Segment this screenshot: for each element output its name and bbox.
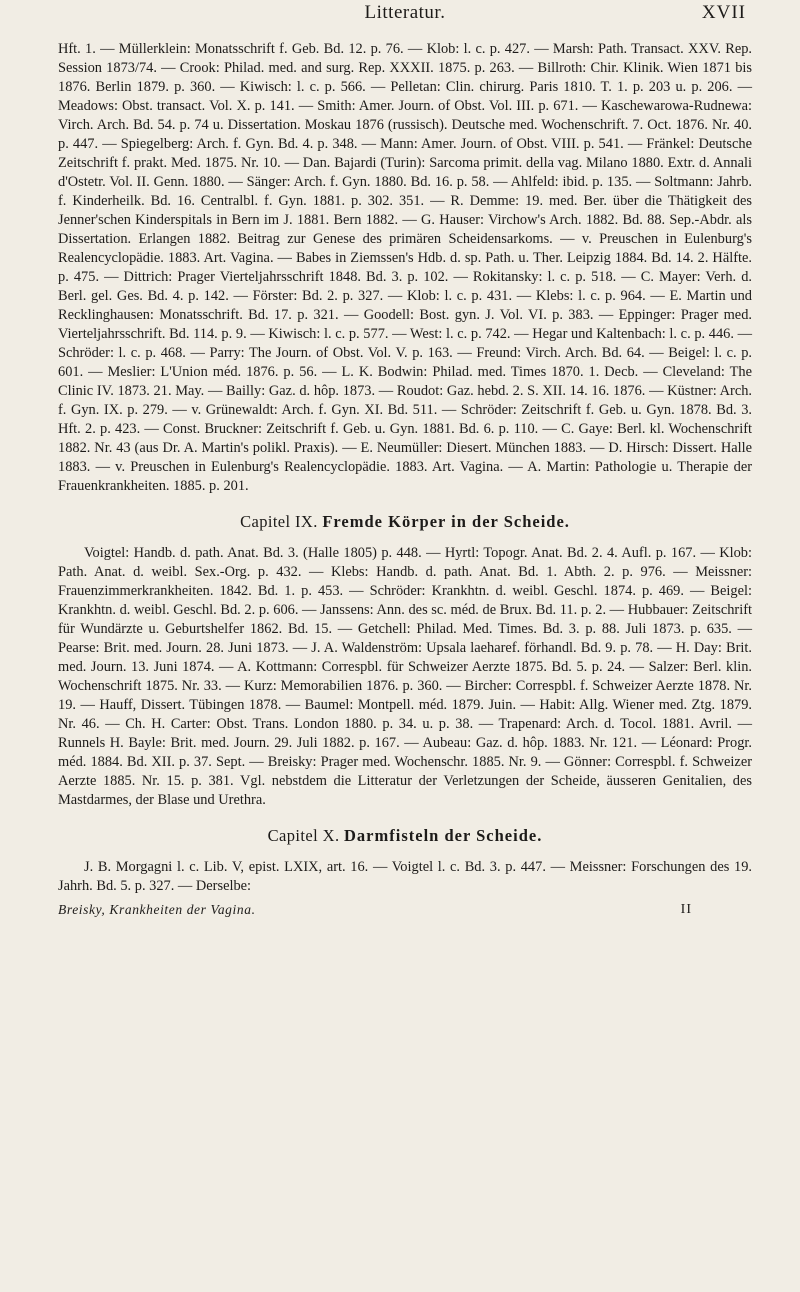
footer-running-title: Breisky, Krankheiten der Vagina. xyxy=(58,902,256,917)
page-footer xyxy=(58,902,752,922)
chapter-x-bibliography: J. B. Morgagni l. c. Lib. V, epist. LXIX, art. 16. — Voigtel l. c. Bd. 3. p. 447. — Meissner: Forschungen des 19. Jahrh. Bd. 5. p. 327. — Derselbe: xyxy=(58,859,752,894)
signature-mark: II xyxy=(680,902,692,917)
page-number: XVII xyxy=(701,2,746,23)
chapter-ix-bibliography: Voigtel: Handb. d. path. Anat. Bd. 3. (Halle 1805) p. 448. — Hyrtl: Topogr. Anat. Bd. 2. 4. Aufl. p. 167. — Klob: Path. Anat. d. weibl. Sex.-Org. p. 432. — Klebs: Handb. d. path. Anat. Bd. 1. Abth. 2. p. 976. — Meissner: Frauenzimmerkrankheiten. 1842. Bd. 1. p. 453. — Schröder: Krankhtn. d. weibl. Geschl. 1874. p. 469. — Beigel: Krankhtn. d. weibl. Geschl. Bd. 2. p. 606. — Janssens: Ann. des sc. méd. de Brux. Bd. 11. p. 2. — Hubbauer: Zeitschrift für Wundärzte u. Geburtshelfer 1862. Bd. 15. — Getchell: Philad. Med. Times. Bd. 3. p. 88. Juli 1873. p. 635. — Pearse: Brit. med. Journ. 28. Juni 1873. — J. A. Waldenström: Upsala laeharef. förhandl. Bd. 9. p. 78. — H. Day: Brit. med. Journ. 13. Juni 1874. — A. Kottmann: Correspbl. für Schweizer Aerzte 1875. Bd. 5. p. 24. — Salzer: Berl. klin. Wochenschrift 1875. Nr. 33. — Kurz: Memorabilien 1876. p. 360. — Bircher: Correspbl. f. Schweizer Aerzte 1878. Nr. 19. — Hauff, Dissert. Tübingen 1878. — Baumel: Montpell. méd. 1879. Juin. — Habit: Allg. Wiener med. Ztg. 1879. Nr. 46. — Ch. H. Carter: Obst. Trans. London 1880. p. 34. u. p. 38. — Trapenard: Arch. d. Tocol. 1881. Avril. — Runnels H. Bayle: Brit. med. Journ. 29. Juli 1882. p. 167. — Aubeau: Gaz. d. hôp. 1883. Nr. 121. — Léonard: Progr. méd. 1884. Bd. XII. p. 37. Sept. — Breisky: Prager med. Wochenschr. 1885. Nr. 9. — Gönner: Correspbl. f. Schweizer Aerzte 1885. Nr. 15. p. 381. Vgl. nebstdem die Litteratur der Verletzungen der Scheide, äusseren Genitalien, des Mastdarmes, der Blase und Urethra. xyxy=(58,545,752,808)
running-head xyxy=(58,0,752,40)
chapter-ix-title: Fremde Körper in der Scheide. xyxy=(322,512,570,531)
chapter-ix-number: Capitel IX. xyxy=(240,512,318,531)
running-head-title: Litteratur. xyxy=(364,2,446,23)
chapter-x-title: Darmfisteln der Scheide. xyxy=(344,826,543,845)
chapter-x-number: Capitel X. xyxy=(267,826,340,845)
chapter-x-heading xyxy=(58,826,752,846)
bibliography-continued: Hft. 1. — Müllerklein: Monatsschrift f. Geb. Bd. 12. p. 76. — Klob: l. c. p. 427. — Marsh: Path. Transact. XXV. Rep. Session 1873/74. — Crook: Philad. med. and surg. Rep. XXXII. 1875. p. 263. — Billroth: Chir. Klinik. Wien 1871 bis 1876. Berlin 1879. p. 360. — Kiwisch: l. c. p. 566. — Pelletan: Clin. chirurg. Paris 1810. T. 1. p. 203 u. p. 206. — Meadows: Obst. transact. Vol. X. p. 141. — Smith: Amer. Journ. of Obst. Vol. III. p. 671. — Kaschewarowa-Rudnewa: Virch. Arch. Bd. 54. p. 74 u. Dissertation. Moskau 1876 (russisch). Deutsche med. Wochenschrift. 7. Oct. 1876. Nr. 40. p. 447. — Spiegelberg: Arch. f. Gyn. Bd. 4. p. 348. — Mann: Amer. Journ. of Obst. VIII. p. 541. — Fränkel: Deutsche Zeitschrift f. prakt. Med. 1875. Nr. 10. — Dan. Bajardi (Turin): Sarcoma primit. della vag. Milano 1880. Extr. d. Annali d'Ostetr. Vol. II. Genn. 1880. — Sänger: Arch. f. Gyn. 1880. Bd. 16. p. 58. — Ahlfeld: ibid. p. 135. — Soltmann: Jahrb. f. Kinderheilk. Bd. 16. Centralbl. f. Gyn. 1881. p. 302. 351. — R. Demme: 19. med. Ber. über die Thätigkeit des Jenner'schen Kinderspitals in Bern im J. 1881. Bern 1882. — G. Hauser: Virchow's Arch. 1882. Bd. 88. Sep.-Abdr. als Dissertation. Erlangen 1882. Beitrag zur Genese des primären Scheidensarkoms. — v. Preuschen in Eulenburg's Realencyclopädie. 1883. Art. Vagina. — Babes in Ziemssen's Hdb. d. sp. Path. u. Ther. Leipzig 1884. Bd. 14. 2. Hälfte. p. 475. — Dittrich: Prager Vierteljahrsschrift 1848. Bd. 3. p. 102. — Rokitansky: l. c. p. 518. — C. Mayer: Verh. d. Berl. gel. Ges. Bd. 4. p. 142. — Förster: Bd. 2. p. 327. — Klob: l. c. p. 431. — Klebs: l. c. p. 964. — E. Martin und Recklinghausen: Monatsschrift. Bd. 17. p. 321. — Goodell: Bost. gyn. J. Vol. VI. p. 383. — Eppinger: Prager med. Vierteljahrsschrift. Bd. 114. p. 9. — Kiwisch: l. c. p. 577. — West: l. c. p. 742. — Hegar und Kaltenbach: l. c. p. 446. — Schröder: l. c. p. 468. — Parry: The Journ. of Obst. Vol. V. p. 163. — Freund: Virch. Arch. Bd. 64. — Beigel: l. c. p. 601. — Meslier: L'Union méd. 1876. p. 56. — L. K. Bodwin: Philad. med. Times 1870. 1. Decb. — Cleveland: The Clinic IV. 1873. 21. May. — Bailly: Gaz. d. hôp. 1873. — Roudot: Gaz. hebd. 2. S. XII. 14. 16. 1876. — Küstner: Arch. f. Gyn. IX. p. 279. — v. Grünewaldt: Arch. f. Gyn. XI. Bd. 511. — Schröder: Zeitschrift f. Geb. u. Gyn. 1878. Bd. 3. Hft. 2. p. 423. — Const. Bruckner: Zeitschrift f. Geb. u. Gyn. 1881. Bd. 6. p. 110. — C. Gaye: Berl. kl. Wochenschrift 1882. Nr. 43 (aus Dr. A. Martin's polikl. Praxis). — E. Neumüller: Diesert. München 1883. — D. Hirsch: Dissert. Halle 1883. — v. Preuschen in Eulenburg's Realencyclopädie. 1883. Art. Vagina. — A. Martin: Pathologie u. Therapie der Frauenkrankheiten. 1885. p. 201. xyxy=(58,41,752,494)
chapter-ix-heading xyxy=(58,512,752,532)
